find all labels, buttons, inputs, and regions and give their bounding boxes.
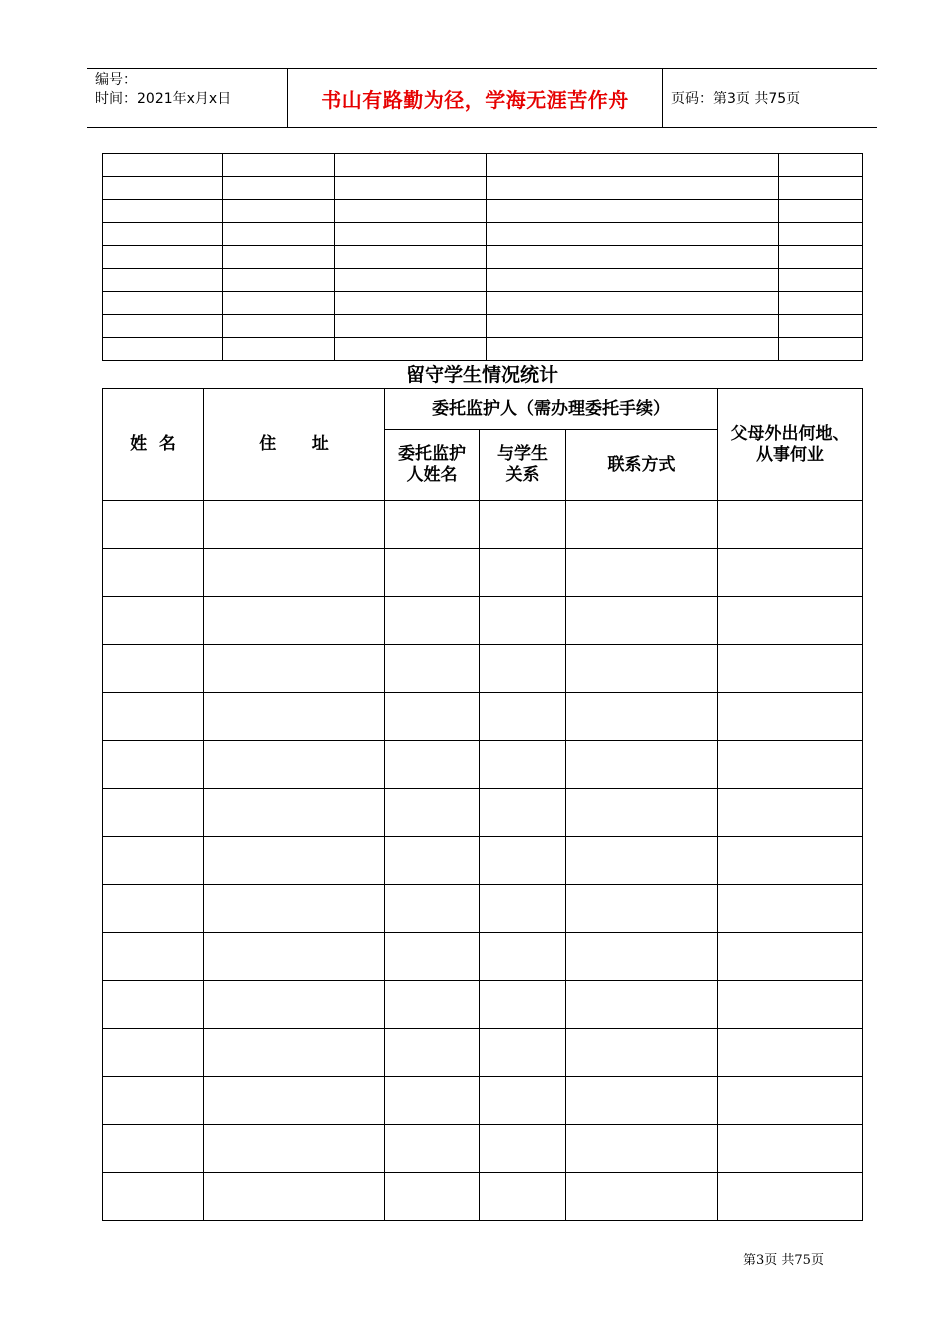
table-cell — [335, 269, 487, 292]
table-cell — [487, 315, 779, 338]
table-cell — [566, 933, 718, 981]
table-cell — [480, 549, 566, 597]
table-cell — [566, 885, 718, 933]
table-cell — [223, 223, 335, 246]
table-cell — [718, 1029, 863, 1077]
table-cell — [204, 741, 385, 789]
table-cell — [480, 981, 566, 1029]
table-cell — [103, 885, 204, 933]
table-cell — [204, 645, 385, 693]
table-cell — [223, 269, 335, 292]
table-cell — [487, 292, 779, 315]
table-cell — [103, 292, 223, 315]
header-address: 住 址 — [204, 389, 385, 501]
table-cell — [103, 223, 223, 246]
table-cell — [718, 837, 863, 885]
table-cell — [103, 597, 204, 645]
table-cell — [718, 885, 863, 933]
table-cell — [223, 338, 335, 361]
table-cell — [779, 315, 863, 338]
table-cell — [204, 501, 385, 549]
table-cell — [223, 315, 335, 338]
table-cell — [487, 246, 779, 269]
table-row — [103, 1029, 863, 1077]
table-cell — [566, 1029, 718, 1077]
table-cell — [103, 693, 204, 741]
table-cell — [204, 933, 385, 981]
table-cell — [335, 338, 487, 361]
table-cell — [103, 501, 204, 549]
code-label: 编号： — [95, 72, 137, 88]
table-cell — [779, 292, 863, 315]
table-cell — [103, 645, 204, 693]
table-cell — [480, 645, 566, 693]
table-cell — [779, 200, 863, 223]
table-row — [103, 981, 863, 1029]
table-row — [103, 223, 863, 246]
table-cell — [779, 338, 863, 361]
table-cell — [103, 269, 223, 292]
table-row — [103, 269, 863, 292]
table-cell — [718, 1173, 863, 1221]
table-cell — [223, 292, 335, 315]
table-cell — [204, 1077, 385, 1125]
table-cell — [103, 741, 204, 789]
table-cell — [718, 501, 863, 549]
table-cell — [385, 645, 480, 693]
table-cell — [204, 597, 385, 645]
table-cell — [480, 1077, 566, 1125]
table-cell — [718, 981, 863, 1029]
table-row — [103, 246, 863, 269]
table-cell — [103, 933, 204, 981]
table-cell — [204, 1173, 385, 1221]
table-cell — [223, 177, 335, 200]
header-motto: 书山有路勤为径，学海无涯苦作舟 — [287, 69, 663, 127]
table-row — [103, 200, 863, 223]
table-cell — [103, 1125, 204, 1173]
table-cell — [487, 200, 779, 223]
table-cell — [566, 981, 718, 1029]
table-cell — [204, 1029, 385, 1077]
table-cell — [223, 246, 335, 269]
table-cell — [223, 154, 335, 177]
table-cell — [480, 1029, 566, 1077]
table-row — [103, 693, 863, 741]
header-parents: 父母外出何地、从事何业 — [718, 389, 863, 501]
table-cell — [103, 154, 223, 177]
table-row — [103, 1173, 863, 1221]
table-cell — [103, 338, 223, 361]
table-cell — [779, 154, 863, 177]
table-cell — [335, 315, 487, 338]
table-cell — [779, 269, 863, 292]
header-guardian-group: 委托监护人（需办理委托手续） — [385, 389, 718, 430]
table-cell — [566, 1125, 718, 1173]
table-row — [103, 1077, 863, 1125]
header-left — [95, 71, 231, 109]
table-row — [103, 292, 863, 315]
table-cell — [385, 1173, 480, 1221]
table-cell — [103, 789, 204, 837]
table-cell — [718, 549, 863, 597]
table-cell — [204, 549, 385, 597]
table-cell — [718, 693, 863, 741]
table-cell — [204, 693, 385, 741]
table-row — [103, 315, 863, 338]
page-footer: 第3页 共75页 — [743, 1253, 824, 1268]
table-cell — [718, 741, 863, 789]
table-cell — [566, 597, 718, 645]
table-row — [103, 789, 863, 837]
table-cell — [204, 789, 385, 837]
header-page-info: 页码：第3页 共75页 — [671, 91, 801, 107]
table-cell — [487, 338, 779, 361]
table-row — [103, 837, 863, 885]
table-cell — [103, 1077, 204, 1125]
table-cell — [385, 501, 480, 549]
table-cell — [779, 246, 863, 269]
table-cell — [385, 885, 480, 933]
table-cell — [487, 177, 779, 200]
table-cell — [103, 981, 204, 1029]
table-cell — [779, 223, 863, 246]
table-cell — [103, 1029, 204, 1077]
table-cell — [718, 1125, 863, 1173]
table-cell — [487, 154, 779, 177]
table-cell — [566, 501, 718, 549]
table-row — [103, 501, 863, 549]
table-cell — [566, 693, 718, 741]
header-guardian-name: 委托监护人姓名 — [385, 430, 480, 501]
table-cell — [103, 200, 223, 223]
table-cell — [566, 741, 718, 789]
table-cell — [385, 981, 480, 1029]
table-cell — [718, 1077, 863, 1125]
table-cell — [204, 981, 385, 1029]
table-cell — [103, 837, 204, 885]
table-cell — [385, 549, 480, 597]
table-row — [103, 885, 863, 933]
table-cell — [779, 177, 863, 200]
table-cell — [223, 200, 335, 223]
page-header — [87, 68, 877, 128]
table-cell — [335, 246, 487, 269]
table-row — [103, 177, 863, 200]
table-cell — [718, 597, 863, 645]
table-row — [103, 338, 863, 361]
table-cell — [718, 789, 863, 837]
section-title: 留守学生情况统计 — [405, 364, 558, 386]
table-cell — [566, 549, 718, 597]
table-cell — [480, 501, 566, 549]
time-label: 时间：2021年x月x日 — [95, 91, 232, 107]
table-cell — [335, 223, 487, 246]
table-cell — [487, 223, 779, 246]
table-row — [103, 933, 863, 981]
table-cell — [718, 933, 863, 981]
table-cell — [487, 269, 779, 292]
table-cell — [480, 741, 566, 789]
table-row — [103, 1125, 863, 1173]
table-cell — [566, 789, 718, 837]
header-contact: 联系方式 — [566, 430, 718, 501]
table-cell — [103, 246, 223, 269]
table-cell — [480, 693, 566, 741]
table-cell — [335, 292, 487, 315]
table-cell — [385, 693, 480, 741]
table-row — [103, 597, 863, 645]
table-cell — [335, 154, 487, 177]
table-cell — [103, 315, 223, 338]
table-cell — [204, 1125, 385, 1173]
table-cell — [385, 597, 480, 645]
table-cell — [566, 837, 718, 885]
table-cell — [335, 200, 487, 223]
table-cell — [103, 549, 204, 597]
table-cell — [103, 177, 223, 200]
header-relation: 与学生关系 — [480, 430, 566, 501]
table-cell — [566, 645, 718, 693]
table-cell — [480, 597, 566, 645]
table-cell — [566, 1173, 718, 1221]
table-cell — [385, 1077, 480, 1125]
table-cell — [385, 933, 480, 981]
table-cell — [385, 789, 480, 837]
table-cell — [480, 885, 566, 933]
table-cell — [204, 837, 385, 885]
table-cell — [480, 789, 566, 837]
table-cell — [103, 1173, 204, 1221]
table-cell — [718, 645, 863, 693]
table-cell — [385, 837, 480, 885]
table-cell — [385, 741, 480, 789]
header-name: 姓 名 — [103, 389, 204, 501]
table-row — [103, 549, 863, 597]
table-cell — [480, 837, 566, 885]
table-cell — [480, 933, 566, 981]
table-cell — [335, 177, 487, 200]
table-cell — [204, 885, 385, 933]
table-cell — [566, 1077, 718, 1125]
table-cell — [385, 1125, 480, 1173]
left-behind-students-table — [102, 388, 863, 1221]
table-cell — [480, 1125, 566, 1173]
table-cell — [385, 1029, 480, 1077]
table-cell — [480, 1173, 566, 1221]
table-row — [103, 154, 863, 177]
table-row — [103, 741, 863, 789]
top-table — [102, 153, 863, 361]
table-row — [103, 645, 863, 693]
